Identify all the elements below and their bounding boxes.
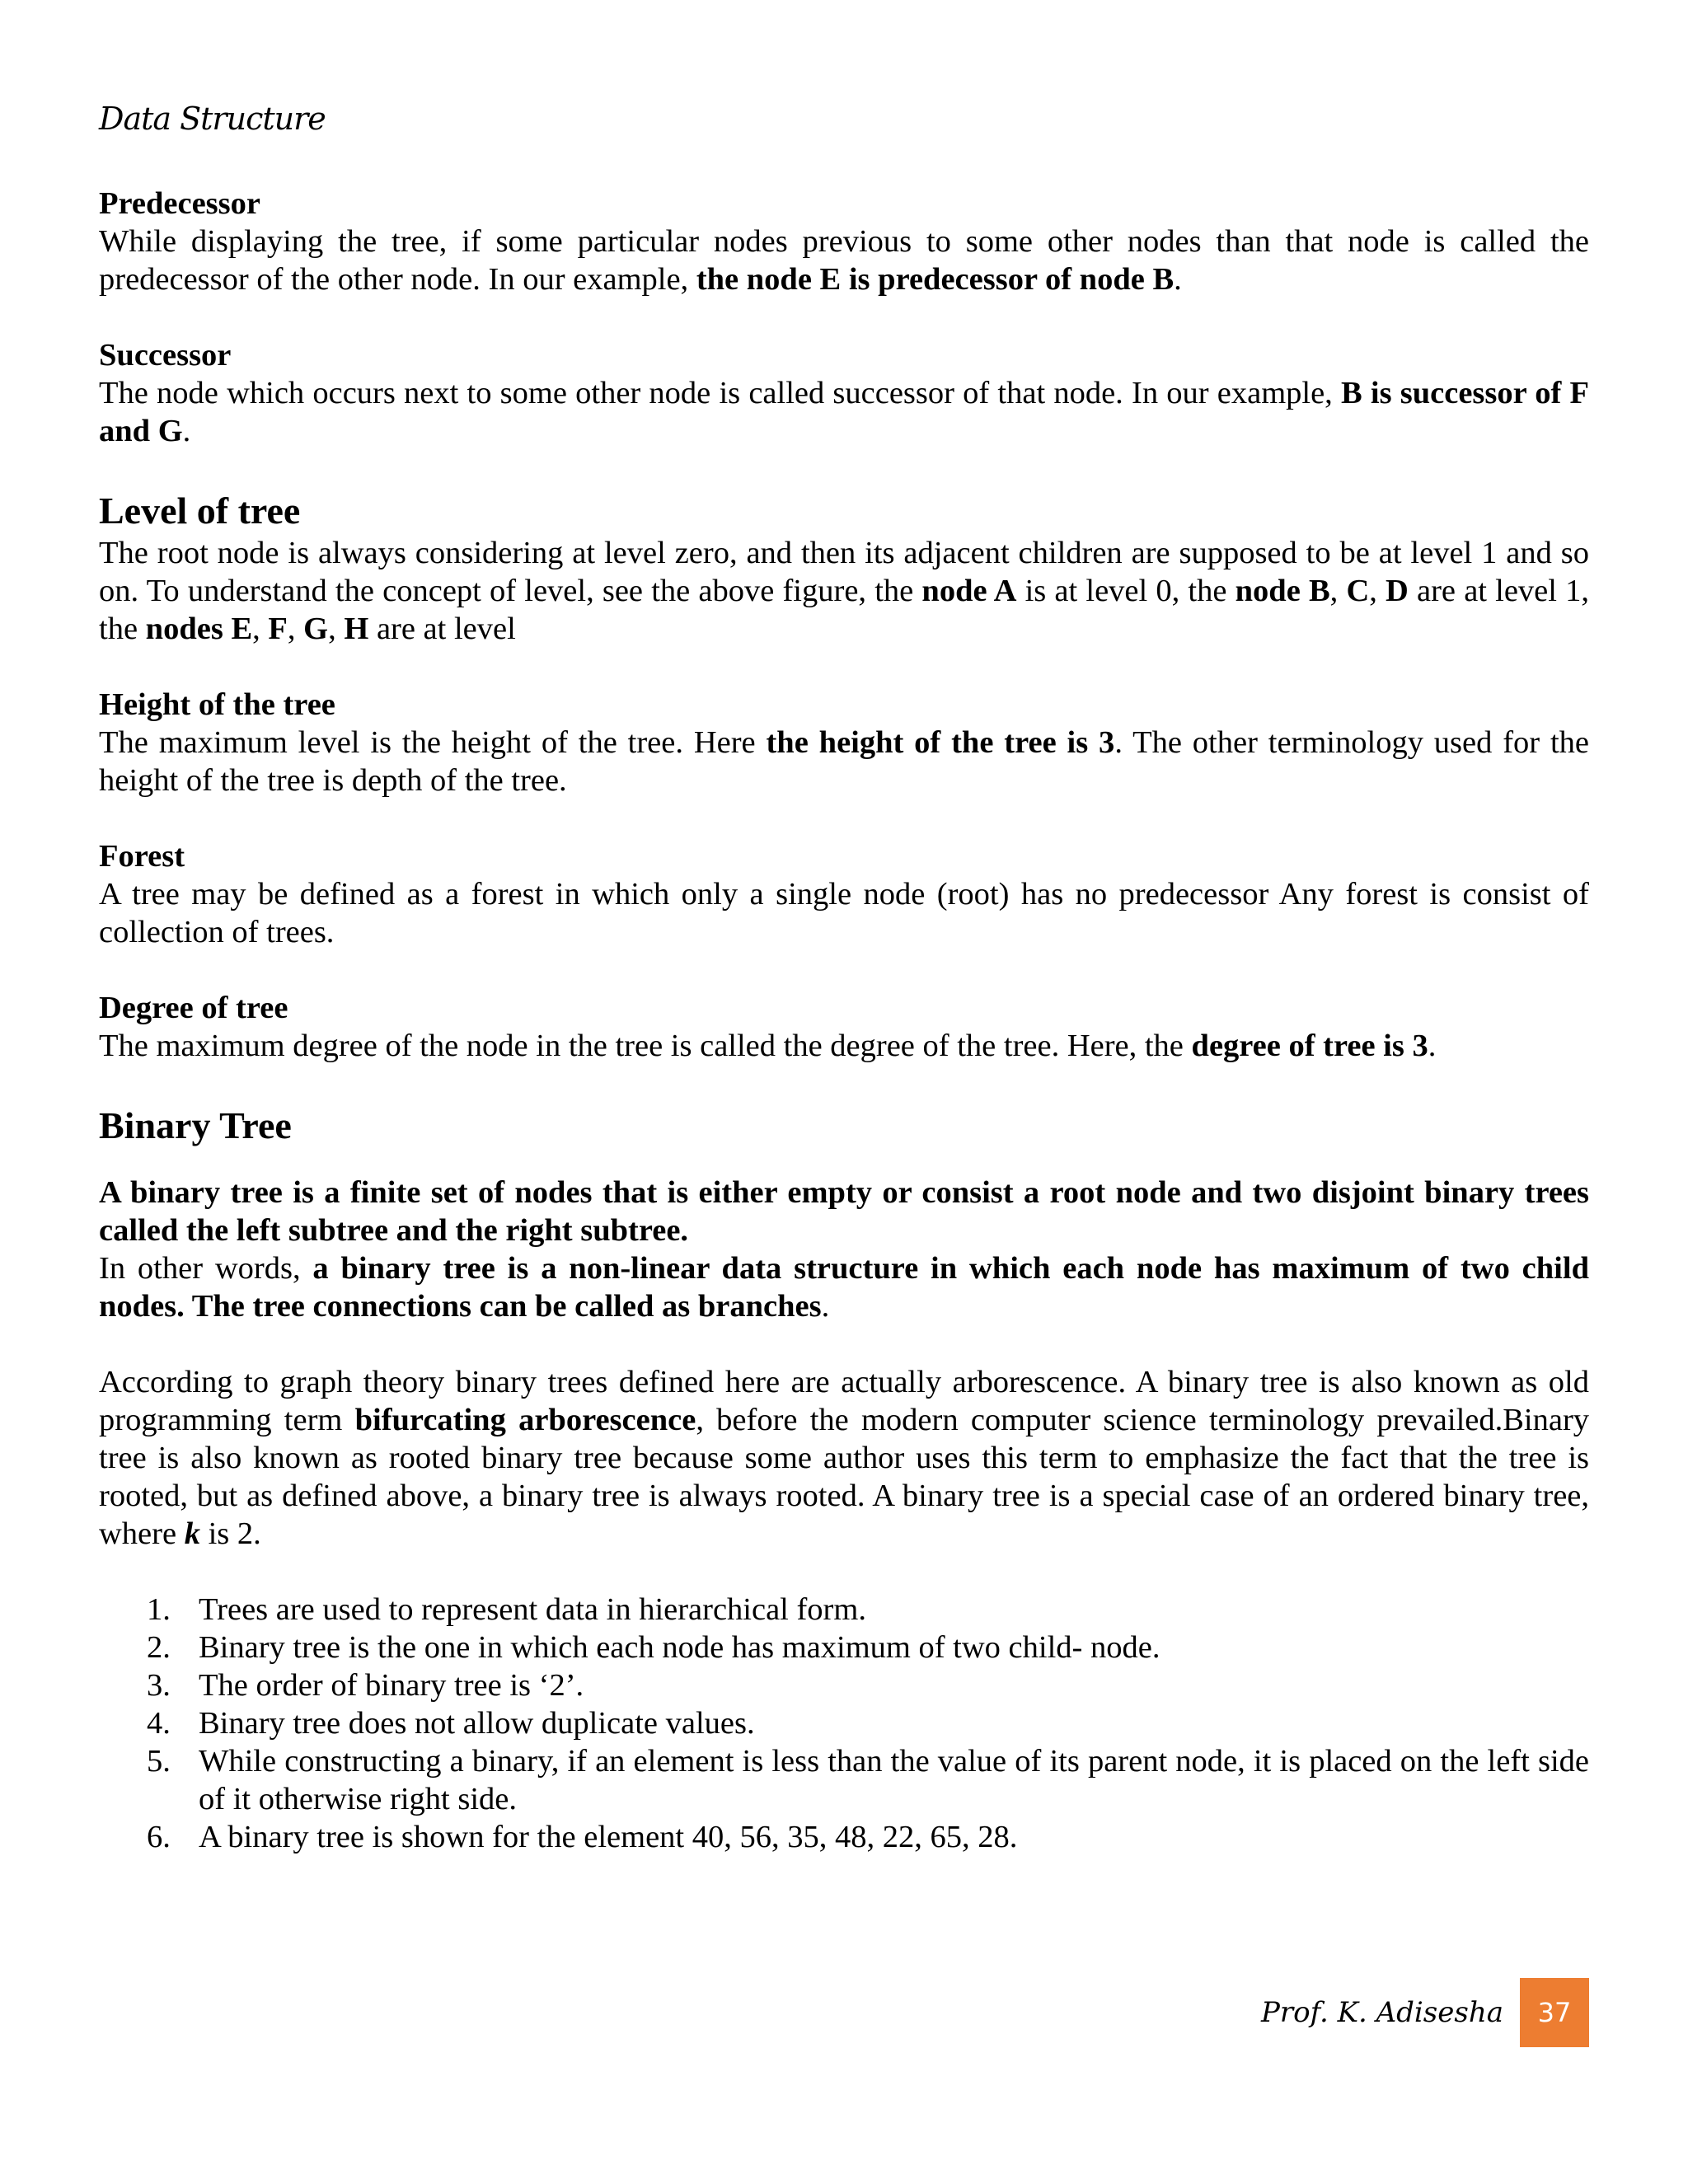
bold-text: bifurcating arborescence [354,1403,696,1437]
bold-text: B is successor of F and G [99,376,1590,448]
page-number-badge: 37 [1520,1978,1589,2047]
bold-text: nodes E [145,612,253,646]
list-text: The order of binary tree is ‘2’. [199,1668,584,1703]
list-item [99,1666,1589,1704]
bold-text: the node E is predecessor of node B [696,262,1175,297]
bold-italic-text: k [184,1516,200,1551]
list-item [99,1629,1589,1666]
text: . [1428,1029,1437,1063]
paragraph-forest: A tree may be defined as a forest in which only a single node (root) has no predecessor Any forest is consist of collection of trees. [99,877,1589,949]
list-text: Binary tree is the one in which each node has maximum of two child- node. [199,1630,1160,1665]
text: is at level 0, the [1016,574,1236,608]
bold-text: the height of the tree is 3 [766,725,1115,760]
bold-text: node A [921,574,1017,608]
text: are at level [368,612,516,646]
heading-height-of-tree: Height of the tree [99,687,335,722]
bold-text: C [1346,574,1370,608]
list-text: While constructing a binary, if an element is less than the value of its parent node, it is placed on the left side of it otherwise right side. [199,1744,1589,1816]
text: , before the modern computer science terminology prevailed.Binary tree is also known as rooted binary tree because some author uses this term to emphasize the fact that the tree is rooted, but as defined above, a binary tree is always rooted. A binary tree is a special case of an ordered binary tree, where [99,1403,1590,1551]
running-header: Data Structure [99,101,326,137]
paragraph-in-other-words [99,1249,1589,1325]
list-number: 2. [147,1630,171,1665]
page-footer [1261,1978,1589,2047]
list-text: Trees are used to represent data in hierarchical form. [199,1592,866,1627]
binary-tree-facts-list [99,1591,1589,1856]
heading-level-of-tree: Level of tree [99,490,301,532]
bold-text: D [1386,574,1409,608]
text: The root node is always considering at level zero, and then its adjacent children are supposed to be at level 1 and so on. To understand the concept of level, see the above figure, the [99,536,1589,608]
list-item [99,1591,1589,1629]
heading-successor: Successor [99,338,232,373]
paragraph-predecessor [99,223,1589,298]
text: The maximum level is the height of the tree. Here [99,725,767,760]
text: . [182,414,191,448]
list-item [99,1742,1589,1818]
text: , [252,612,269,646]
list-number: 5. [147,1744,171,1779]
heading-predecessor: Predecessor [99,186,260,221]
binary-tree-definition [99,1174,1589,1249]
text: , [1369,574,1386,608]
bold-text: G [303,612,329,646]
paragraph-degree [99,1027,1589,1065]
paragraph-level [99,534,1589,648]
paragraph-successor [99,374,1589,450]
bold-text: H [344,612,369,646]
list-text: A binary tree is shown for the element 40, 56, 35, 48, 22, 65, 28. [199,1820,1018,1854]
text: . The other terminology used for the height of the tree is depth of the tree. [99,725,1590,798]
heading-forest: Forest [99,839,185,874]
heading-binary-tree: Binary Tree [99,1104,292,1146]
footer-author: Prof. K. Adisesha [1261,1996,1503,2029]
text: In other words, [99,1251,313,1286]
text: . [1174,262,1182,297]
heading-degree-of-tree: Degree of tree [99,991,288,1025]
list-number: 1. [147,1592,171,1627]
document-page [99,97,1589,1856]
bold-text: A binary tree is a finite set of nodes that is either empty or consist a root node and two disjoint binary trees called the left subtree and the right subtree. [99,1175,1589,1248]
list-item [99,1818,1589,1856]
text: According to graph theory binary trees defined here are actually arborescence. A binary tree is also known as old programming term [99,1365,1589,1437]
list-text: Binary tree does not allow duplicate values. [199,1706,755,1741]
bold-text: degree of tree is 3 [1191,1029,1428,1063]
paragraph-height [99,724,1589,799]
text: . [821,1289,830,1324]
list-number: 3. [147,1668,171,1703]
list-number: 6. [147,1820,171,1854]
paragraph-graph-theory [99,1363,1589,1553]
list-number: 4. [147,1706,171,1741]
list-item [99,1704,1589,1742]
bold-text: node B [1235,574,1330,608]
text: While displaying the tree, if some particular nodes previous to some other nodes than that node is called the predecessor of the other node. In our example, [99,224,1589,297]
text: The node which occurs next to some other node is called successor of that node. In our example, [99,376,1342,410]
bold-text: a binary tree is a non-linear data structure in which each node has maximum of two child nodes. The tree connections can be called as branches [99,1251,1589,1324]
text: The maximum degree of the node in the tree is called the degree of the tree. Here, the [99,1029,1192,1063]
text: are at level 1, the [99,574,1590,646]
text: , [1329,574,1347,608]
text: is 2. [199,1516,261,1551]
text: , [287,612,304,646]
text: , [328,612,345,646]
bold-text: F [268,612,288,646]
